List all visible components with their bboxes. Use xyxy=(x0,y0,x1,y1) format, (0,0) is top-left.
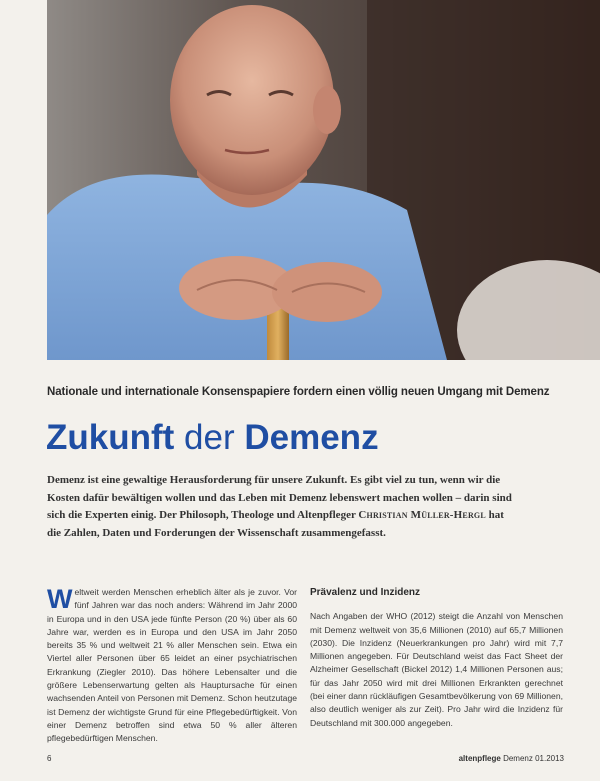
body-column-left xyxy=(47,586,297,746)
page-number: 6 xyxy=(47,754,52,763)
magazine-issue: Demenz 01.2013 xyxy=(500,754,564,763)
drop-cap: W xyxy=(47,584,73,614)
left-column-text: eltweit werden Menschen erheblich älter als je zuvor. Vor fünf Jahren war das noch anders: Während im Jahr 2000 in Europa und in den USA jede fünfte Person (20 %) über als 60 Jahre war, werden es in Europa und den USA im Jahr 2050 bereits 35 % und weltweit 21 % aller Menschen sein. Etwa ein Viertel aller Personen über 65 leidet an einer psychiatrischen Erkrankung (Ziegler 2010). Das höhere Lebensalter und die größere Lebenserwartung gelten als Hauptursache für einen wachsenden Anteil von Personen mit Demenz. Schon heutzutage ist Demenz der wichtigste Grund für eine Pflegebedürftigkeit. Von einer Demenz betroffen sind etwa 50 % aller älteren pflegebedürftigen Menschen. xyxy=(47,587,297,744)
lead-text-start: Demenz ist eine gewaltige Herausforderung für unsere Zukunft. Es gibt viel zu tun, wenn wir die Kosten dafür bewältigen wollen und das Leben mit Demenz lebenswert machen wollen – darin sind sich die Experten einig. Der Philosoph, Theologe und Altenpfleger xyxy=(47,474,512,521)
portrait-illustration xyxy=(47,0,600,360)
right-column-text: Nach Angaben der WHO (2012) steigt die Anzahl von Menschen mit Demenz weltweit von 35,6 Millionen (2010) auf 65,7 Millionen (2030). Die Inzidenz (Neuerkrankungen pro Jahr) wird mit 7,7 Millionen angegeben. Für Deutschland weist das Fact Sheet der Alzheimer Gesellschaft (Bickel 2012) 1,4 Millionen Personen aus; für das Jahr 2050 wird mit drei Millionen Erkrankten gerechnet (bei einer dann rückläufigen Gesamtbevölkerung von 69 Millionen, also deutlich weniger als zur Zeit). Pro Jahr wird die Inzidenz für Deutschland mit 300.000 angegeben. xyxy=(310,611,563,728)
author-name: Christian Müller-Hergl xyxy=(358,509,486,521)
title-word-der: der xyxy=(184,418,235,457)
article-kicker: Nationale und internationale Konsenspapiere fordern einen völlig neuen Umgang mit Demenz xyxy=(47,386,550,398)
lead-text-end: hat die Zahlen, Daten und Forderungen der Wissenschaft zusammengefasst. xyxy=(47,509,504,539)
title-word-zukunft: Zukunft xyxy=(46,418,175,457)
title-word-demenz: Demenz xyxy=(244,418,379,457)
magazine-footer xyxy=(459,754,564,763)
article-lead xyxy=(47,472,517,542)
portrait-photo xyxy=(47,0,600,360)
body-column-right xyxy=(310,586,563,730)
article-title xyxy=(46,418,379,458)
magazine-name: altenpflege xyxy=(458,754,501,763)
section-heading: Prävalenz und Inzidenz xyxy=(310,587,421,598)
